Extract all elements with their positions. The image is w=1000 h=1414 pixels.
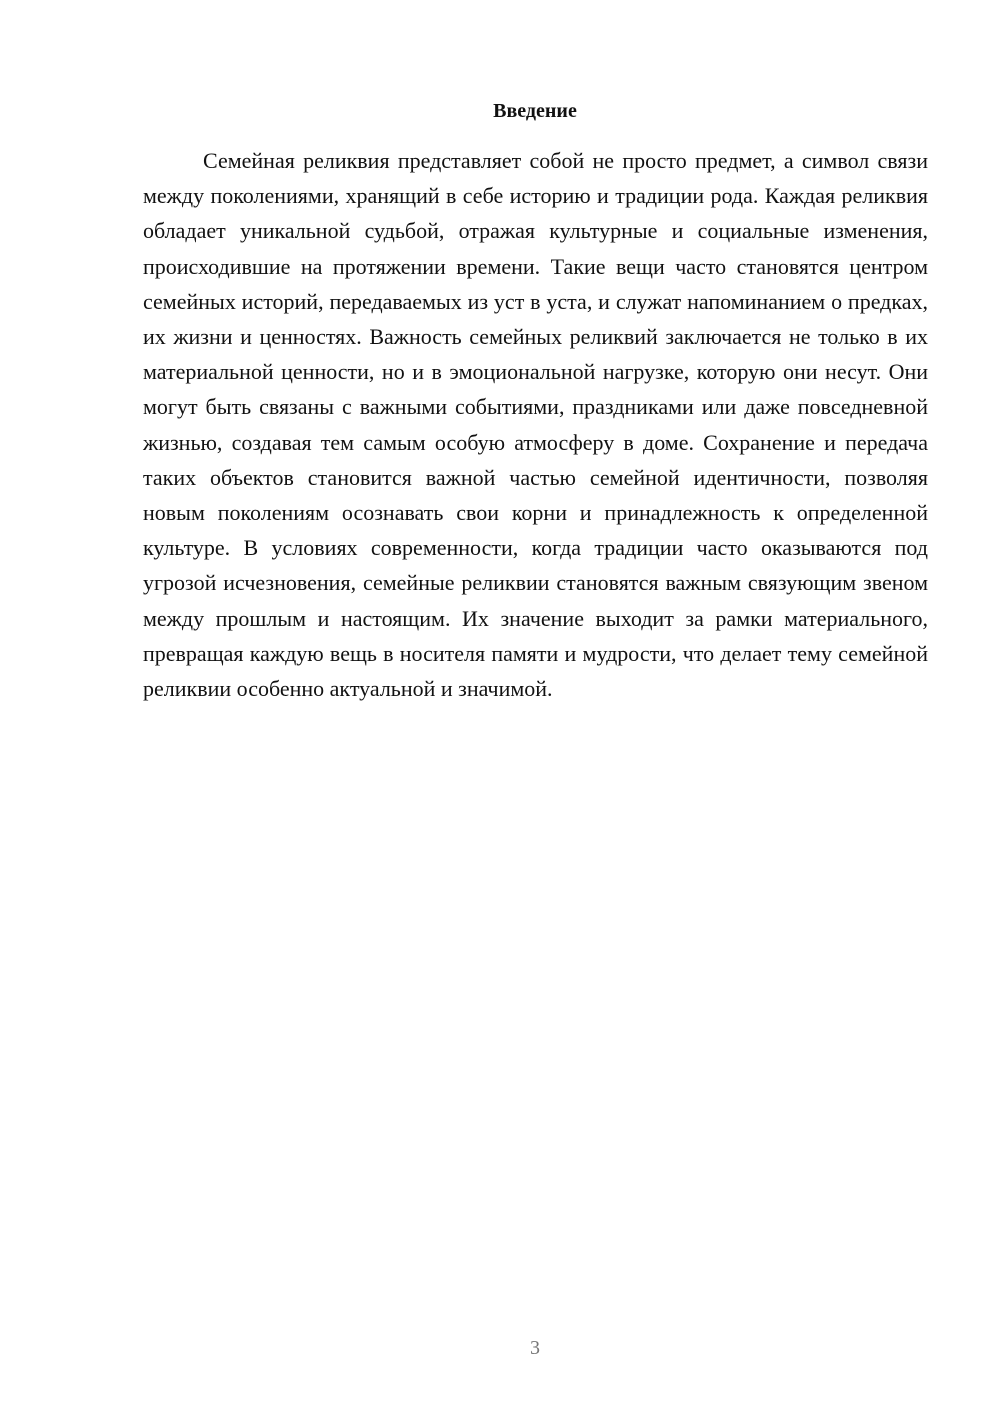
section-heading: Введение <box>493 100 577 122</box>
page-number: 3 <box>530 1337 540 1359</box>
body-paragraph: Семейная реликвия представляет собой не просто предмет, а символ связи между поколениями, хранящий в себе историю и традиции рода. Каждая реликвия обладает уникальной судьбой, отражая культурные и социальные изменения, происходившие на протяжении времени. Такие вещи часто становятся центром семейных историй, передаваемых из уст в уста, и служат напоминанием о предках, их жизни и ценностях. Важность семейных реликвий заключается не только в их материальной ценности, но и в эмоциональной нагрузке, которую они несут. Они могут быть связаны с важными событиями, праздниками или даже повседневной жизнью, создавая тем самым особую атмосферу в доме. Сохранение и передача таких объектов становится важной частью семейной идентичности, позволяя новым поколениям осознавать свои корни и принадлежность к определенной культуре. В условиях современности, когда традиции часто оказываются под угрозой исчезновения, семейные реликвии становятся важным связующим звеном между прошлым и настоящим. Их значение выходит за рамки материального, превращая каждую вещь в носителя памяти и мудрости, что делает тему семейной реликвии особенно актуальной и значимой. <box>143 148 928 702</box>
